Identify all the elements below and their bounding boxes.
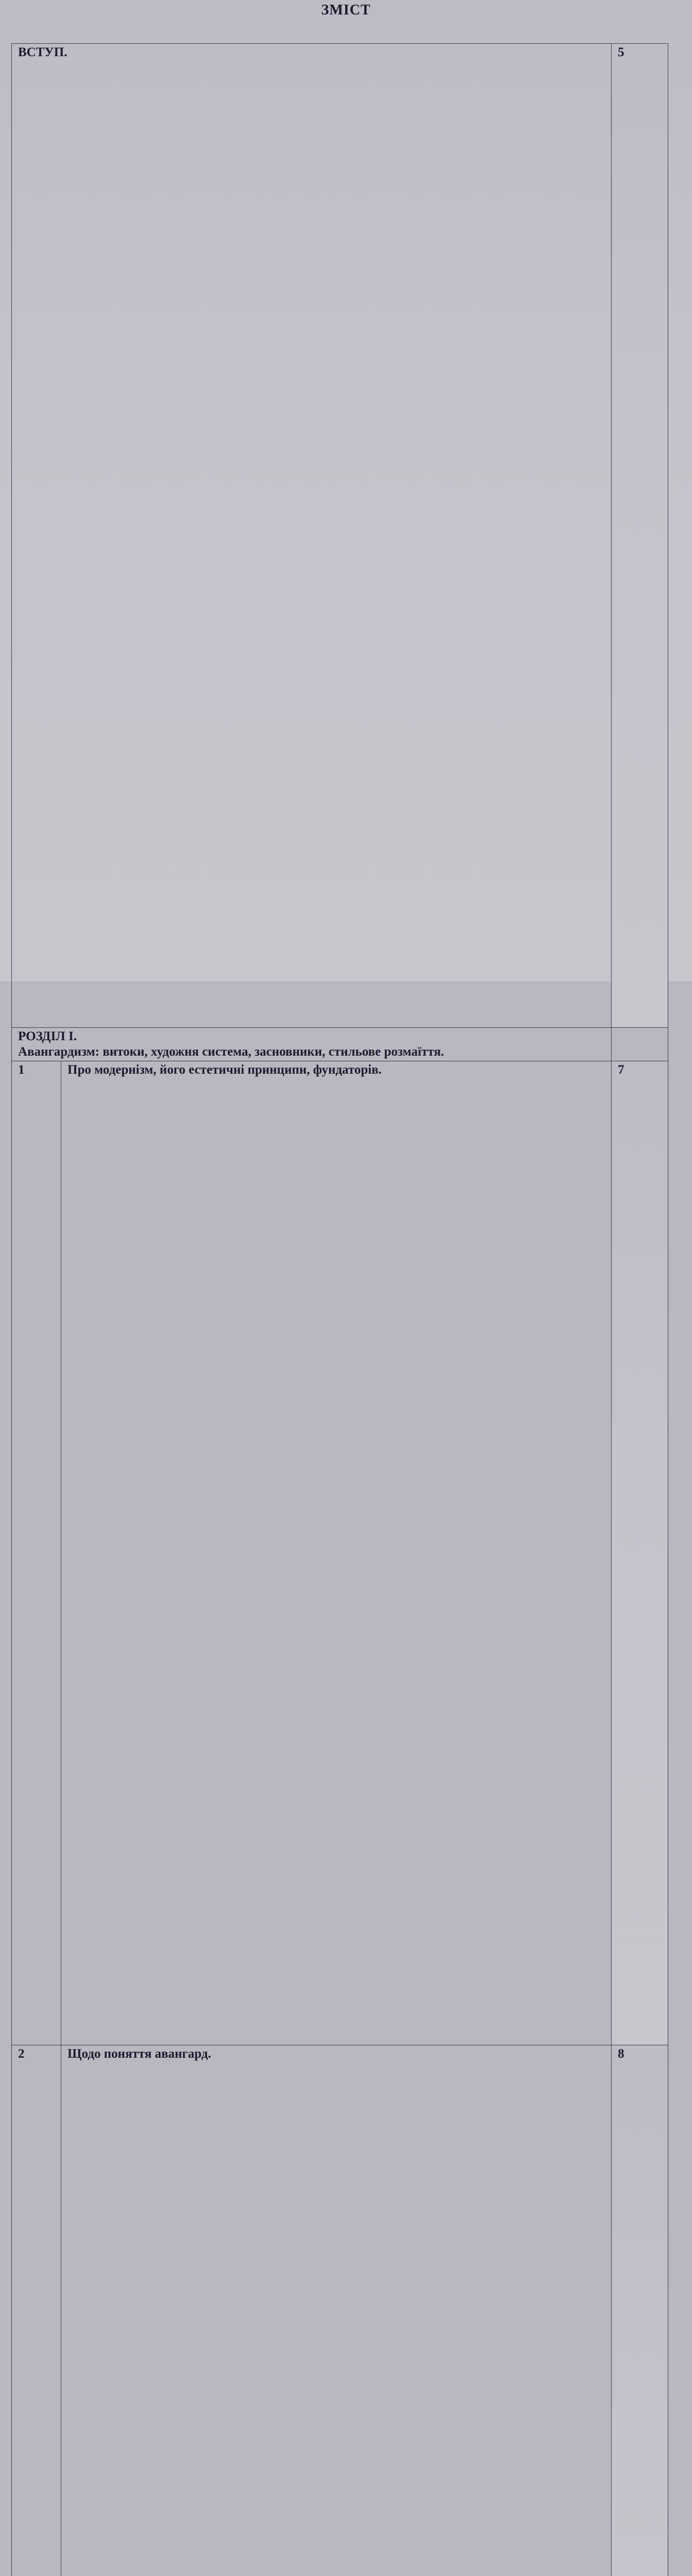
intro-row (12, 44, 668, 1028)
toc-entry-title: Про модернізм, його естетичні принципи, фундаторів. (61, 1061, 612, 2045)
toc-entry-number: 1 (12, 1061, 61, 2045)
intro-label: ВСТУП. (12, 44, 612, 1028)
section-1-title: РОЗДІЛ І. (18, 1029, 77, 1043)
toc-entry-number: 2 (12, 2045, 61, 2576)
section-1-subtitle: Авангардизм: витоки, художня система, засновники, стильове розмаїття. (18, 1044, 607, 1060)
toc-entry-page: 8 (612, 2045, 668, 2576)
toc-row (12, 2045, 668, 2576)
section-1-heading-row (12, 1028, 668, 1061)
section-1-page-cell (612, 1028, 668, 1061)
intro-page: 5 (612, 44, 668, 1028)
section-1-heading (12, 1028, 612, 1061)
scanned-page (0, 0, 692, 981)
table-of-contents (11, 43, 668, 2576)
page-title: ЗМІСТ (0, 2, 692, 19)
toc-row (12, 1061, 668, 2045)
toc-entry-page: 7 (612, 1061, 668, 2045)
toc-entry-title: Щодо поняття авангард. (61, 2045, 612, 2576)
